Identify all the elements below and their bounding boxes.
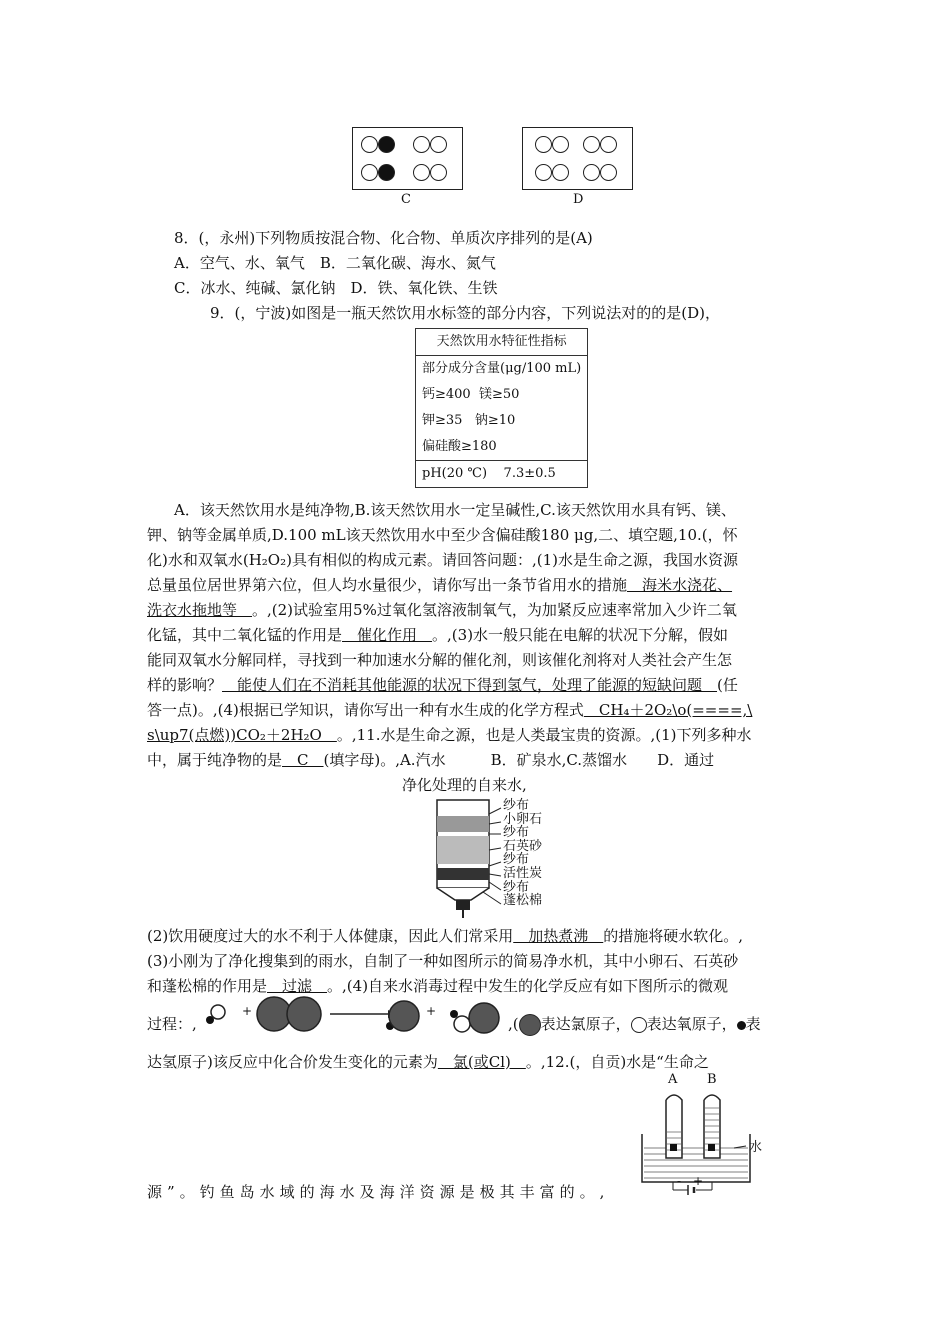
text: (任 — [717, 676, 738, 694]
text-line — [147, 748, 807, 772]
text: 。,(2)试验室用5%过氧化氢溶液制氧气，为加紧反应速率常加入少许二氧 — [252, 601, 737, 619]
figure-c-caption: C — [401, 192, 411, 207]
text-line — [147, 698, 807, 722]
text: 。,11.水是生命之源，也是人类最宝贵的资源。,(1)下列多种水 — [336, 726, 752, 744]
figure-d-box — [522, 127, 633, 190]
filter-label: 纱布 — [503, 798, 530, 813]
text-line — [147, 598, 807, 622]
filter-label: 纱布 — [503, 879, 530, 895]
text-line — [147, 924, 807, 948]
label-row: 钙≥400 镁≥50 — [422, 387, 520, 402]
text: (填字母)。,A.汽水 B．矿泉水,C.蒸馏水 D．通过 — [323, 751, 715, 769]
tube-b-label: B — [707, 1072, 717, 1087]
hydrogen-legend-icon — [737, 1021, 746, 1030]
plus-sign: + — [242, 1004, 253, 1018]
legend-line — [508, 1012, 761, 1036]
filter-labels — [503, 799, 542, 908]
filter-label: 石英砂 — [503, 838, 543, 854]
white-atom — [535, 136, 552, 153]
minus-terminal: - — [677, 1174, 682, 1188]
white-atom — [600, 164, 617, 181]
filter-label: 纱布 — [503, 852, 530, 868]
text-line — [147, 623, 807, 647]
label-row: 偏硅酸≥180 — [422, 439, 497, 454]
text-line — [147, 573, 807, 597]
answer: 洗衣水拖地等 — [147, 601, 253, 619]
text-line: 源”。钓鱼岛水域的海水及海洋资源是极其丰富的。, — [147, 1183, 610, 1201]
filter-label: 活性炭 — [503, 865, 543, 881]
white-atom — [600, 136, 617, 153]
text-line: (3)小刚为了净化搜集到的雨水，自制了一种如图所示的简易净水机，其中小卵石、石英砂 — [147, 952, 739, 970]
filter-label: 纱布 — [503, 825, 530, 841]
q8-options-cd: C．冰水、纯碱、氯化钠 D．铁、氧化铁、生铁 — [174, 279, 498, 297]
text-line: 净化处理的自来水, — [402, 776, 527, 794]
oxygen-legend-icon — [631, 1017, 647, 1033]
answer: 能使人们在不消耗其他能源的状况下得到氢气，处理了能源的短缺问题 — [222, 676, 718, 694]
filter-label: 小卵石 — [503, 811, 543, 827]
water-label: 水 — [749, 1140, 763, 1155]
text: 过程：, — [147, 1015, 197, 1033]
q9-stem: 9．(，宁波)如图是一瓶天然饮用水标签的部分内容，下列说法对的的是(D)， — [210, 304, 720, 322]
answer: 催化作用 — [342, 626, 433, 644]
text: 达氢原子)该反应中化合价发生变化的元素为 — [147, 1053, 438, 1071]
figure-d-caption: D — [573, 192, 584, 207]
filter-label: 蓬松棉 — [503, 893, 543, 909]
text: 答一点)。,(4)根据已学知识，请你写出一种有水生成的化学方程式 — [147, 701, 584, 719]
answer: C — [282, 751, 324, 769]
text: 化锰，其中二氧化锰的作用是 — [147, 626, 343, 644]
white-atom — [430, 136, 447, 153]
white-atom — [552, 136, 569, 153]
answer: 加热煮沸 — [513, 927, 604, 945]
label-title: 天然饮用水特征性指标 — [416, 329, 588, 356]
text-line — [147, 723, 807, 747]
text: 表达氧原子， — [646, 1015, 737, 1033]
white-atom — [552, 164, 569, 181]
answer: 海米水浇花、 — [627, 576, 733, 594]
label-ph: pH(20 ℃) 7.3±0.5 — [416, 461, 588, 488]
text: 的措施将硬水软化。, — [603, 927, 744, 945]
text: 。,(3)水一般只能在电解的状况下分解，假如 — [432, 626, 729, 644]
plus-terminal: + — [693, 1174, 704, 1188]
black-atom — [378, 136, 395, 153]
text-line: 化)水和双氧水(H₂O₂)具有相似的构成元素。请回答问题：,(1)水是生命之源，我国水资源 — [147, 551, 738, 569]
text: (2)饮用硬度过大的水不利于人体健康，因此人们常采用 — [147, 927, 514, 945]
white-atom — [535, 164, 552, 181]
chlorine-legend-icon — [519, 1014, 541, 1036]
black-atom — [378, 164, 395, 181]
text: 和蓬松棉的作用是 — [147, 977, 268, 995]
text-line: A．该天然饮用水是纯净物,B.该天然饮用水一定呈碱性,C.该天然饮用水具有钙、镁、 — [174, 501, 736, 519]
answer: 过滤 — [267, 977, 328, 995]
text: 中，属于纯净物的是 — [147, 751, 283, 769]
white-atom — [361, 164, 378, 181]
text: 总量虽位居世界第六位，但人均水量很少，请你写出一条节省用水的措施 — [147, 576, 628, 594]
figure-c-box — [352, 127, 463, 190]
text-line — [147, 1050, 807, 1074]
white-atom — [361, 136, 378, 153]
text-line — [147, 673, 807, 697]
white-atom — [583, 164, 600, 181]
white-atom — [430, 164, 447, 181]
text-line — [147, 974, 807, 998]
q8-options-ab: A．空气、水、氧气 B．二氧化碳、海水、氮气 — [174, 254, 496, 272]
answer: 氯(或Cl) — [437, 1053, 526, 1071]
answer: CH₄＋2O₂\o(====,\ — [583, 701, 753, 719]
water-label-table — [415, 328, 588, 488]
text: ,( — [508, 1015, 519, 1033]
text: 。,12.(，自贡)水是“生命之 — [525, 1053, 709, 1071]
answer: s\up7(点燃))CO₂＋2H₂O — [147, 726, 337, 744]
white-atom — [413, 136, 430, 153]
tube-a-label: A — [668, 1072, 678, 1087]
q8-stem: 8．(，永州)下列物质按混合物、化合物、单质次序排列的是(A) — [174, 229, 593, 247]
text: 表达氯原子， — [540, 1015, 631, 1033]
label-row: 钾≥35 钠≥10 — [422, 413, 516, 428]
white-atom — [583, 136, 600, 153]
text: 。,(4)自来水消毒过程中发生的化学反应有如下图所示的微观 — [327, 977, 729, 995]
text: 表 — [745, 1015, 761, 1033]
text-line: 钾、钠等金属单质,D.100 mL该天然饮用水中至少含偏硅酸180 μg,二、填空题,10.(，怀 — [147, 526, 738, 544]
white-atom — [413, 164, 430, 181]
text-line: 能同双氧水分解同样，寻找到一种加速水分解的催化剂，则该催化剂将对人类社会产生怎 — [147, 651, 733, 669]
label-subtitle: 部分成分含量(μg/100 mL) — [422, 361, 582, 376]
text: 样的影响？ — [147, 676, 223, 694]
plus-sign: + — [426, 1004, 437, 1018]
